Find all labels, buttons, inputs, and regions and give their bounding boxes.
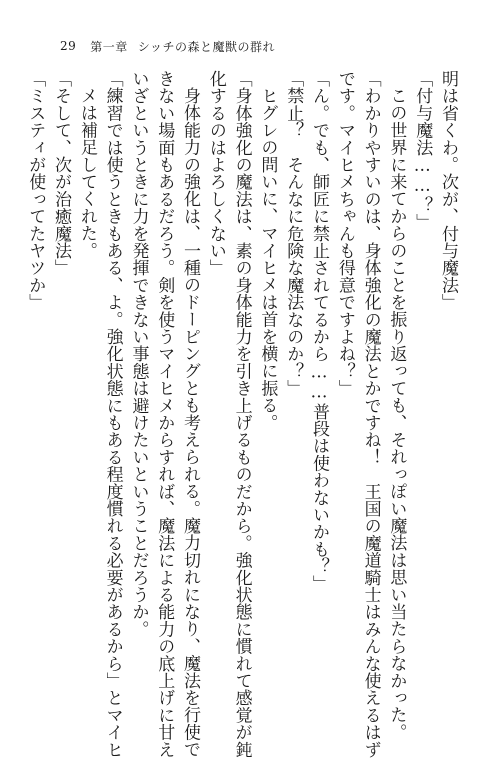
- text-line: 「ミスティが使ってたヤツか」: [25, 70, 46, 311]
- chapter-title: シッチの森と魔獣の群れ: [137, 39, 276, 54]
- page-number: 29: [60, 39, 77, 53]
- chapter-label: 第一章: [90, 39, 128, 54]
- text-line: です。マイヒメちゃんも得意ですよね？」: [334, 70, 355, 397]
- text-line: 明は省くわ。次が、付与魔法」: [438, 70, 458, 311]
- text-line: 化するのはよろしくない」: [205, 70, 226, 277]
- text-line: 「練習では使うときもある、よ。強化状態にもある程度慣れる必要があるから」とマイヒ: [102, 70, 123, 758]
- text-line: 「付与魔法……？」: [412, 70, 433, 231]
- text-line: 「そして、次が治癒魔法」: [51, 70, 72, 277]
- text-line: メは補足してくれた。: [76, 87, 97, 259]
- text-line: 「禁止？ そんなに危険な魔法なのか？」: [283, 70, 304, 397]
- text-line: 「わかりやすいのは、身体強化の魔法とかですね！ 王国の魔道騎士はみんな使えるはず: [360, 70, 381, 758]
- text-line: いざというときに力を発揮できない事態は避けたいということだろうか。: [128, 70, 149, 638]
- vertical-text-body: [25, 70, 460, 758]
- text-line: 「身体強化の魔法は、素の身体能力を引き上げるものだから。強化状態に慣れて感覚が鈍: [231, 70, 252, 758]
- running-header: [60, 36, 275, 56]
- text-line: 身体能力の強化は、一種のドーピングとも考えられる。魔力切れになり、魔法を行使で: [180, 87, 201, 758]
- text-line: この世界に来てからのことを振り返っても、それっぽい魔法は思い当たらなかった。: [386, 87, 407, 741]
- text-line: きない場面もあるだろう。剣を使うマイヒメからすれば、魔法による能力の底上げに甘え: [154, 70, 175, 758]
- text-line: ヒグレの問いに、マイヒメは首を横に振る。: [257, 87, 278, 431]
- text-line: 「ん。でも、師匠に禁止されてるから……普段は使わないかも？」: [309, 70, 330, 592]
